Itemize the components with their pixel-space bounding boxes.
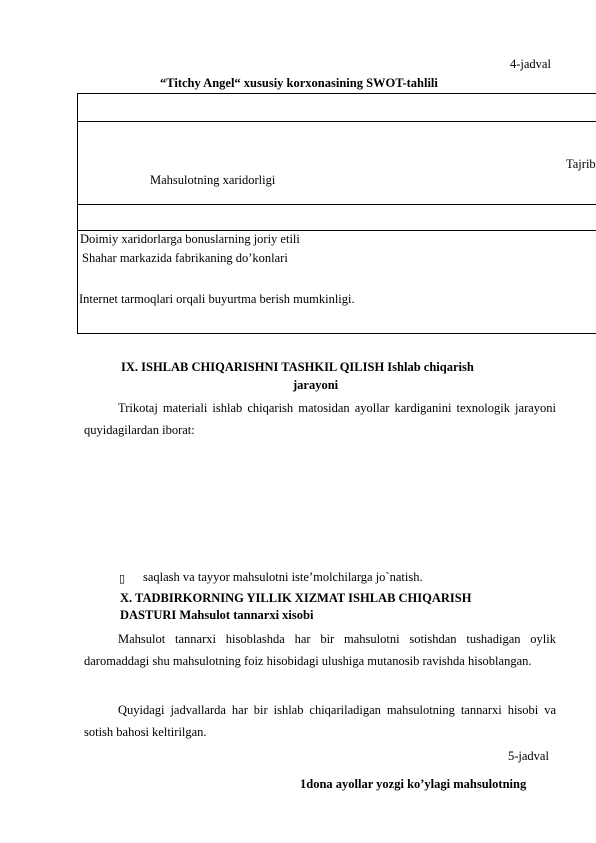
section9-heading-cont: jarayoni	[293, 378, 339, 392]
bullet-text: saqlash va tayyor mahsulotni iste’molchilarga jo`natish.	[143, 570, 423, 584]
section10-heading-cont: DASTURI Mahsulot tannarxi xisobi	[120, 608, 314, 622]
section9-heading: IX. ISHLAB CHIQARISHNI TASHKIL QILISH Ishlab chiqarish	[121, 360, 474, 374]
table-border-top	[77, 93, 596, 94]
table5-caption: 5-jadval	[508, 749, 549, 763]
table-row-divider	[77, 204, 596, 205]
table4-caption: 4-jadval	[510, 57, 551, 71]
table-row-divider	[77, 121, 596, 122]
section9-paragraph: Trikotaj materiali ishlab chiqarish matosidan ayollar kardiganini texnologik jarayoni quyidagilardan iborat:	[84, 401, 556, 437]
table-cell-text: Mahsulotning xaridorligi	[150, 173, 276, 187]
table-cell-line: Shahar markazida fabrikaning do’konlari	[82, 251, 288, 265]
missing-glyph-bullet-icon: ▯	[119, 572, 126, 585]
section10-paragraph1: Mahsulot tannarxi hisoblashda har bir mahsulotni sotishdan tushadigan oylik daromaddagi shu mahsulotning foiz hisobidagi ulushiga mutanosib ravishda hisoblangan.	[84, 632, 556, 668]
section10-heading: X. TADBIRKORNING YILLIK XIZMAT ISHLAB CHIQARISH	[120, 591, 472, 605]
table-border-bottom	[77, 333, 596, 334]
table-row-divider	[77, 230, 596, 231]
table-cell-text: Tajrib	[566, 157, 596, 171]
table4-title: “Titchy Angel“ xususiy korxonasining SWOT-tahlili	[160, 76, 438, 90]
table-cell-line: Internet tarmoqlari orqali buyurtma berish mumkinligi.	[79, 292, 355, 306]
table5-title: 1dona ayollar yozgi ko’ylagi mahsulotning	[300, 777, 527, 791]
table-border-left	[77, 93, 78, 334]
section10-paragraph2: Quyidagi jadvallarda har bir ishlab chiqariladigan mahsulotning tannarxi hisobi va sotish bahosi keltirilgan.	[84, 703, 556, 739]
table-cell-line: Doimiy xaridorlarga bonuslarning joriy etili	[80, 232, 300, 246]
